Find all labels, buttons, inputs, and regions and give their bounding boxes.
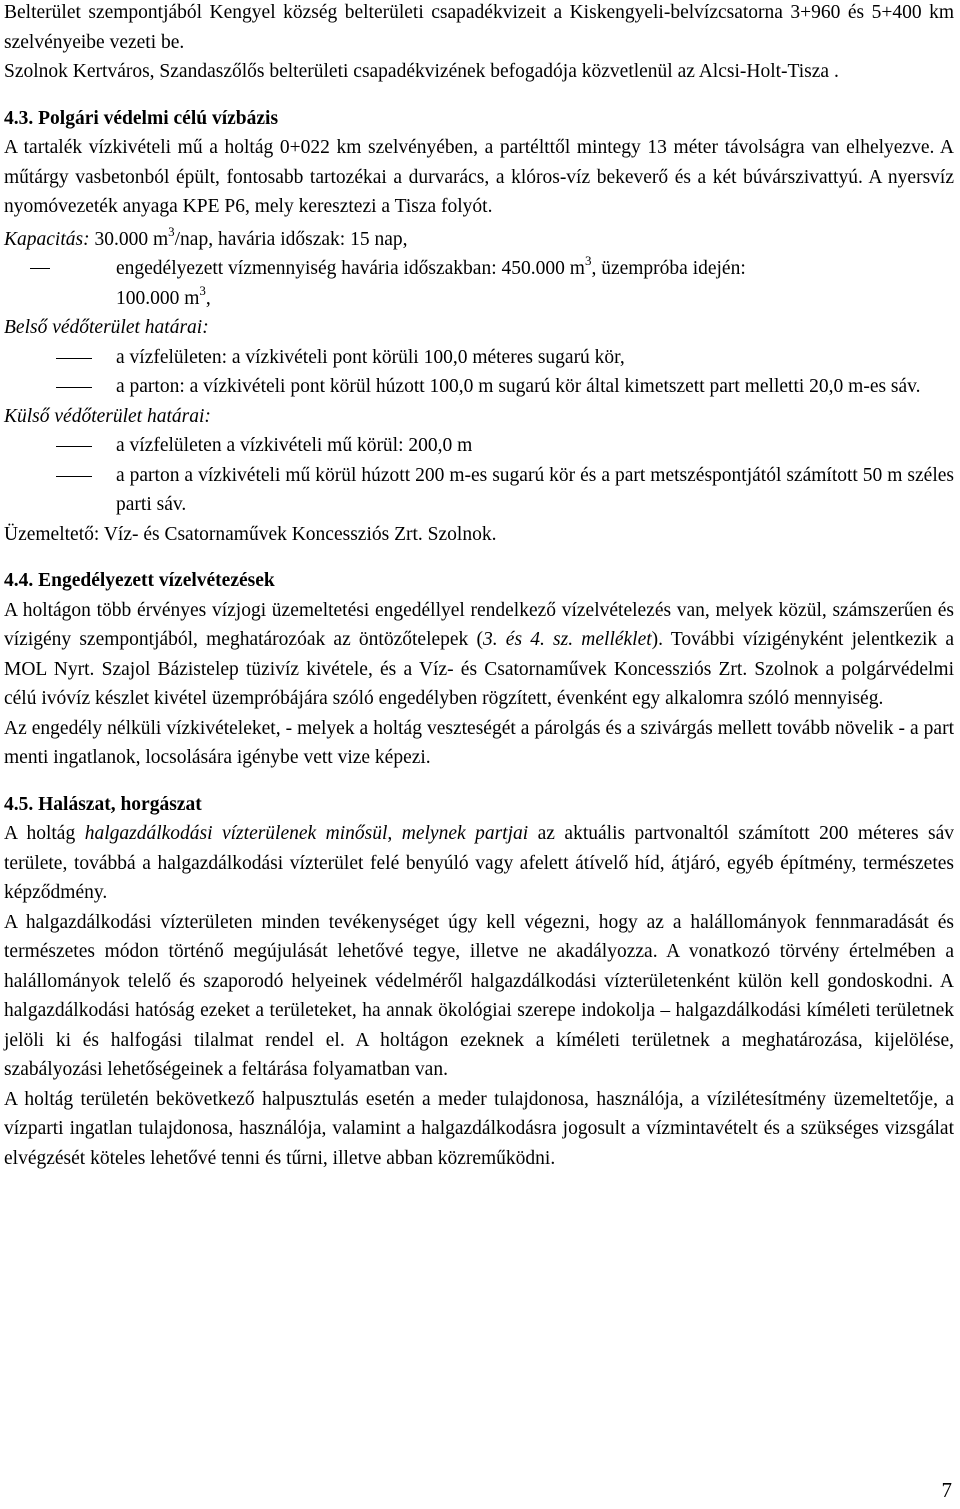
section-number: 4.4.: [4, 570, 34, 591]
outer-protection-label: Külső védőterület határai:: [4, 405, 211, 427]
list-item: a parton a vízkivételi mű körül húzott 200 m-es sugarú kör és a part metszéspontjától számított 50 m széles parti sáv.: [4, 461, 954, 520]
section-4-5-paragraph-1: A holtág halgazdálkodási vízterülenek minősül, melynek partjai az aktuális partvonaltól számított 200 méteres sáv területe, továbbá a halgazdálkodási vízterület felé benyúló vagy afelett átívelő híd, átjáró, egyéb építmény, természetes képződmény.: [4, 823, 954, 903]
section-4-5-heading: [4, 790, 954, 820]
section-title: Engedélyezett vízelvétezések: [38, 570, 275, 591]
list-item: a parton: a vízkivételi pont körül húzott 100,0 m sugarú kör által kimetszett part melletti 20,0 m-es sáv.: [4, 372, 954, 402]
dash-bullet: [56, 431, 92, 461]
page-number: 7: [941, 1478, 952, 1502]
section-4-3-heading: [4, 104, 954, 134]
capacity-line: Kapacitás: 30.000 $m^3$/nap, havária időszak: 15 nap,: [4, 223, 408, 250]
capacity-item: engedélyezett vízmennyiség havária időszakban: 450.000 $m^3$, üzempróba idején: 100.000 $m^3$,: [4, 254, 954, 313]
inner-protection-label: Belső védőterület határai:: [4, 317, 209, 338]
section-4-5-paragraph-3: A holtág területén bekövetkező halpusztulás esetén a meder tulajdonosa, használója, a vízilétesítmény üzemeltetője, a vízparti ingatlan tulajdonosa, használója, valamint a halgazdálkodásra jogosult a vízmintavételt és a szükséges vizsgálat elvégzését köteles lehetővé tenni és tűrni, illetve abban közreműködni.: [4, 1088, 954, 1169]
section-number: 4.5.: [4, 793, 34, 815]
document-page: [4, 0, 954, 1173]
section-title: Polgári védelmi célú vízbázis: [38, 107, 279, 129]
section-4-4-paragraph-1: A holtágon több érvényes vízjogi üzemeltetési engedéllyel rendelkező vízelvételezés van, melyek közül, számszerűen és vízigény szempontjából, meghatározóak az öntözőtelepek (3. és 4. sz. melléklet). További vízigényként jelentkezik a MOL Nyrt. Szajol Bázistelep tüzivíz kivétele, és a Víz- és Csatornaművek Koncessziós Zrt. Szolnok a polgárvédelmi célú ivóvíz készlet kivétel üzempróbájára szóló engedélyben rögzített, évenként egy alkalomra szóló mennyiség.: [4, 599, 954, 709]
section-title: Halászat, horgászat: [38, 793, 202, 815]
section-4-4-heading: [4, 566, 954, 596]
list-item: a vízfelületen: a vízkivételi pont körüli 100,0 méteres sugarú kör,: [4, 343, 954, 373]
dash-bullet: [56, 461, 92, 491]
dash-bullet: [56, 372, 92, 402]
section-4-4-paragraph-2: Az engedély nélküli vízkivételeket, - melyek a holtág veszteségét a párolgás és a szivárgás mellett tovább növelik - a part menti ingatlanok, locsolására igénybe vett vize képezi.: [4, 717, 954, 768]
dash-bullet: [56, 343, 92, 373]
list-item: a vízfelületen a vízkivételi mű körül: 200,0 m: [4, 431, 954, 461]
intro-paragraph-1: Belterület szempontjából Kengyel község belterületi csapadékvizeit a Kiskengyeli-belvízcsatorna 3+960 és 5+400 km szelvényeibe vezeti be.: [4, 2, 954, 53]
dash-bullet: [30, 253, 50, 283]
capacity-label: Kapacitás:: [4, 228, 90, 250]
section-4-5-paragraph-2: A halgazdálkodási vízterületen minden tevékenységet úgy kell végezni, hogy az a halállományok fennmaradását és természetes módon történő megújulását lehetővé tegye, illetve ne akadályozza. A vonatkozó törvény értelmében a halállományok telelő és szaporodó helyeinek védelméről halgazdálkodási vízterületenként külön kell gondoskodni. A halgazdálkodási hatóság ezeket a területeket, ha annak ökológiai szerepe indokolja – halgazdálkodási kíméleti területnek jelöli ki és halfogási tilalmat rendel el. A holtágon ezeknek a kíméleti területnek a meghatározása, kijelölése, szabályozási lehetőségeinek a feltárása folyamatban van.: [4, 911, 954, 1080]
intro-paragraph-2: Szolnok Kertváros, Szandaszőlős belterületi csapadékvizének befogadója közvetlenül az Alcsi-Holt-Tisza .: [4, 61, 839, 82]
operator-line: Üzemeltető: Víz- és Csatornaművek Koncessziós Zrt. Szolnok.: [4, 523, 497, 545]
section-number: 4.3.: [4, 107, 34, 129]
section-4-3-paragraph: A tartalék vízkivételi mű a holtág 0+022 km szelvényében, a partélttől mintegy 13 méter távolságra van elhelyezve. A műtárgy vasbetonból épült, fontosabb tartozékai a durvarács, a klóros-víz bekeverő és a két búvárszivattyú. A nyersvíz nyomóvezeték anyaga KPE P6, mely keresztezi a Tisza folyót.: [4, 137, 954, 217]
